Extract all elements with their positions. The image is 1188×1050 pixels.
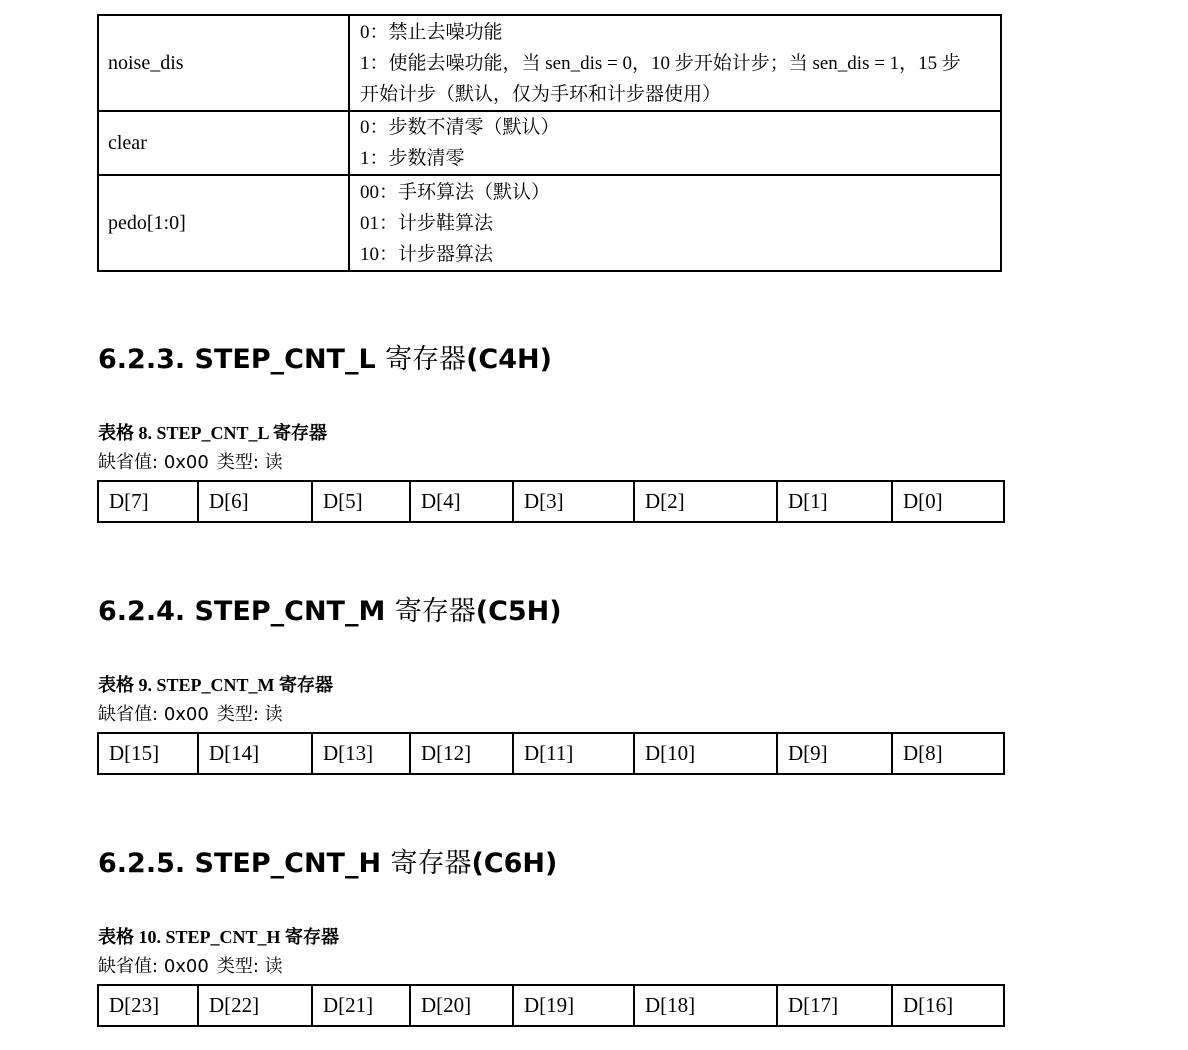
default-value: 0x00 xyxy=(163,452,209,473)
bit-cell: D[8] xyxy=(892,733,1004,774)
type-value: 读 xyxy=(264,704,283,725)
field-row-noise-dis xyxy=(98,15,1001,111)
heading-number: 6.2.4. STEP_CNT_M xyxy=(98,596,395,627)
table-caption: 表格 8. STEP_CNT_L 寄存器 xyxy=(98,423,328,443)
bit-cell: D[14] xyxy=(198,733,312,774)
description-line: 0：步数不清零（默认） xyxy=(360,117,560,138)
bit-cell: D[2] xyxy=(634,481,777,522)
bit-row xyxy=(98,481,1004,522)
bit-cell: D[4] xyxy=(410,481,513,522)
heading-cn: 寄存器 xyxy=(385,344,467,375)
default-label: 缺省值: xyxy=(98,956,159,977)
field-row-clear xyxy=(98,111,1001,175)
type-label: 类型: xyxy=(216,956,259,977)
bit-cell: D[9] xyxy=(777,733,892,774)
bit-cell: D[22] xyxy=(198,985,312,1026)
heading-number: 6.2.3. STEP_CNT_L xyxy=(98,344,386,375)
type-value: 读 xyxy=(264,956,283,977)
bit-cell: D[20] xyxy=(410,985,513,1026)
field-name: noise_dis xyxy=(98,15,349,111)
description-line: 00：手环算法（默认） xyxy=(360,181,551,203)
description-line: 10：计步器算法 xyxy=(360,243,494,265)
description-line: 1：使能去噪功能，当 sen_dis = 0，10 步开始计步；当 sen_dis = 1，15 步 xyxy=(360,52,961,74)
type-label: 类型: xyxy=(216,704,259,725)
field-name: pedo[1:0] xyxy=(98,175,349,271)
bit-cell: D[18] xyxy=(634,985,777,1026)
bit-cell: D[19] xyxy=(513,985,634,1026)
description-line: 1：步数清零 xyxy=(360,148,465,169)
heading-suffix: (C6H) xyxy=(471,848,558,879)
field-name: clear xyxy=(98,111,349,175)
default-label: 缺省值: xyxy=(98,452,159,473)
bit-cell: D[23] xyxy=(98,985,198,1026)
type-value: 读 xyxy=(264,452,283,473)
bit-cell: D[6] xyxy=(198,481,312,522)
bit-cell: D[17] xyxy=(777,985,892,1026)
bit-cell: D[13] xyxy=(312,733,410,774)
default-label: 缺省值: xyxy=(98,704,159,725)
bit-table xyxy=(97,480,1005,523)
section-heading xyxy=(98,343,552,377)
type-label: 类型: xyxy=(216,452,259,473)
default-value-line xyxy=(98,451,283,475)
bit-cell: D[0] xyxy=(892,481,1004,522)
bit-cell: D[12] xyxy=(410,733,513,774)
section-heading xyxy=(98,847,557,881)
default-value: 0x00 xyxy=(163,704,209,725)
heading-cn: 寄存器 xyxy=(390,848,472,879)
default-value-line xyxy=(98,955,283,979)
bit-table xyxy=(97,984,1005,1027)
bit-cell: D[3] xyxy=(513,481,634,522)
bit-cell: D[10] xyxy=(634,733,777,774)
heading-number: 6.2.5. STEP_CNT_H xyxy=(98,848,391,879)
table-caption: 表格 9. STEP_CNT_M 寄存器 xyxy=(98,675,334,695)
description-line: 开始计步（默认，仅为手环和计步器使用） xyxy=(360,83,722,105)
field-description xyxy=(349,15,1001,111)
field-description xyxy=(349,111,1001,175)
heading-cn: 寄存器 xyxy=(394,596,476,627)
heading-suffix: (C5H) xyxy=(475,596,562,627)
bit-cell: D[11] xyxy=(513,733,634,774)
heading-suffix: (C4H) xyxy=(466,344,552,375)
description-line: 01：计步鞋算法 xyxy=(360,212,494,234)
bit-row xyxy=(98,985,1004,1026)
bit-cell: D[7] xyxy=(98,481,198,522)
bit-cell: D[1] xyxy=(777,481,892,522)
default-value-line xyxy=(98,703,283,727)
bit-cell: D[16] xyxy=(892,985,1004,1026)
section-heading xyxy=(98,595,562,629)
field-description-table xyxy=(97,14,1002,272)
description-line: 0：禁止去噪功能 xyxy=(360,21,503,43)
bit-cell: D[21] xyxy=(312,985,410,1026)
bit-row xyxy=(98,733,1004,774)
bit-table xyxy=(97,732,1005,775)
field-description xyxy=(349,175,1001,271)
field-row-pedo xyxy=(98,175,1001,271)
table-caption: 表格 10. STEP_CNT_H 寄存器 xyxy=(98,927,340,947)
bit-cell: D[5] xyxy=(312,481,410,522)
bit-cell: D[15] xyxy=(98,733,198,774)
default-value: 0x00 xyxy=(163,956,209,977)
